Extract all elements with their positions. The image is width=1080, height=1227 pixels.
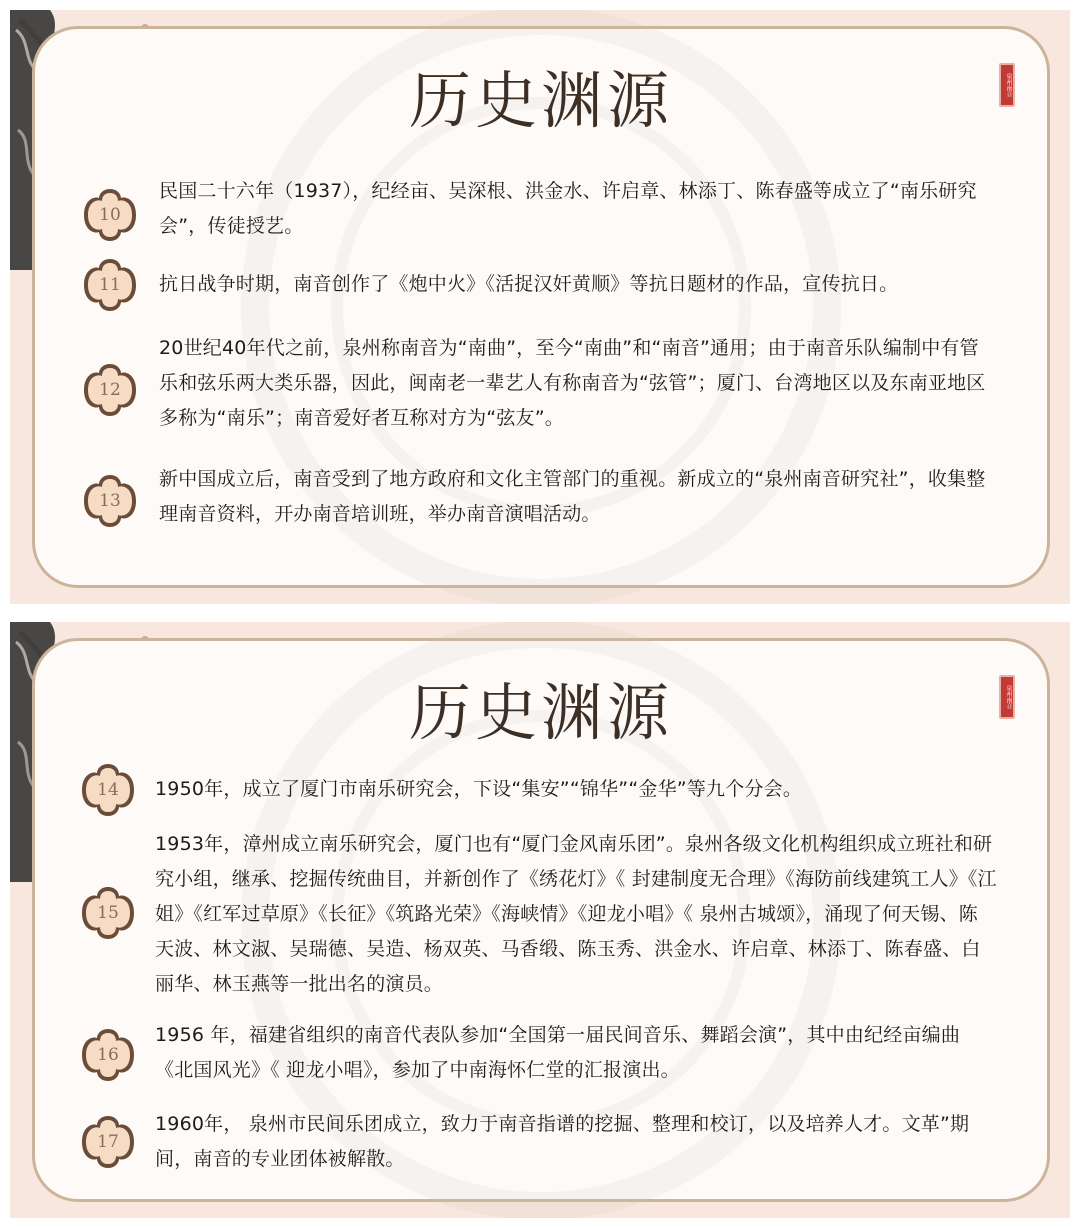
badge-number: 17 (97, 1132, 119, 1152)
item-text: 20世纪40年代之前，泉州称南音为“南曲”，至今“南曲”和“南音”通用；由于南音乐队编制中有管乐和弦乐两大类乐器，因此，闽南老一辈艺人有称南音为“弦管”；厦门、台湾地区以及东南亚地区多称为“南乐”；南音爱好者互称对方为“弦友”。 (159, 337, 986, 429)
item-text: 1953年，漳州成立南乐研究会，厦门也有“厦门金风南乐团”。泉州各级文化机构组织成立班社和研究小组，继承、挖掘传统曲目，并新创作了《绣花灯》《 封建制度无合理》《海防前线建筑工人》《江姐》《红军过草原》《长征》《筑路光荣》《海峡情》《迎龙小唱》《 泉州古城颂》，涌现了何天锡、陈天波、林文淑、吴瑞德、吴造、杨双英、马香缎、陈玉秀、洪金水、许启章、林添丁、陈春盛、白丽华、林玉燕等一批出名的演员。 (155, 833, 997, 995)
item-text: 1960年， 泉州市民间乐团成立，致力于南音指谱的挖掘、整理和校订，以及培养人才。文革”期间，南音的专业团体被解散。 (155, 1113, 970, 1170)
number-badge (79, 761, 137, 819)
badge-number: 14 (97, 780, 119, 800)
badge-number: 11 (99, 275, 121, 295)
number-badge (81, 186, 139, 244)
item-text: 1950年，成立了厦门市南乐研究会，下设“集安”“锦华”“金华”等九个分会。 (155, 778, 803, 800)
page-title: 历史渊源 (408, 64, 673, 137)
seal-stamp: 泉州南音 (999, 675, 1015, 719)
number-badge (81, 256, 139, 314)
item-text: 民国二十六年（1937），纪经亩、吴深根、洪金水、许启章、林添丁、陈春盛等成立了“南乐研究会”，传徒授艺。 (159, 180, 977, 237)
badge-number: 12 (99, 380, 121, 400)
badge-number: 13 (99, 491, 121, 511)
seal-stamp: 泉州南音 (999, 63, 1015, 107)
badge-number: 10 (99, 205, 121, 225)
item-text: 1956 年，福建省组织的南音代表队参加“全国第一届民间音乐、舞蹈会演”，其中由纪经亩编曲《北国风光》《 迎龙小唱》，参加了中南海怀仁堂的汇报演出。 (155, 1024, 961, 1081)
number-badge (81, 361, 139, 419)
badge-number: 16 (97, 1045, 119, 1065)
page-title: 历史渊源 (408, 676, 673, 749)
item-text: 新中国成立后，南音受到了地方政府和文化主管部门的重视。新成立的“泉州南音研究社”，收集整理南音资料，开办南音培训班，举办南音演唱活动。 (159, 468, 986, 525)
badge-number: 15 (97, 903, 119, 923)
slide-2 (10, 622, 1070, 1218)
slide-1 (10, 10, 1070, 604)
number-badge (81, 472, 139, 530)
content-card (32, 638, 1050, 1202)
content-card (32, 26, 1050, 588)
number-badge (79, 1026, 137, 1084)
item-text: 抗日战争时期，南音创作了《炮中火》《活捉汉奸黄顺》等抗日题材的作品，宣传抗日。 (159, 273, 899, 295)
lattice-watermark-inner (331, 97, 751, 517)
number-badge (79, 884, 137, 942)
number-badge (79, 1113, 137, 1171)
